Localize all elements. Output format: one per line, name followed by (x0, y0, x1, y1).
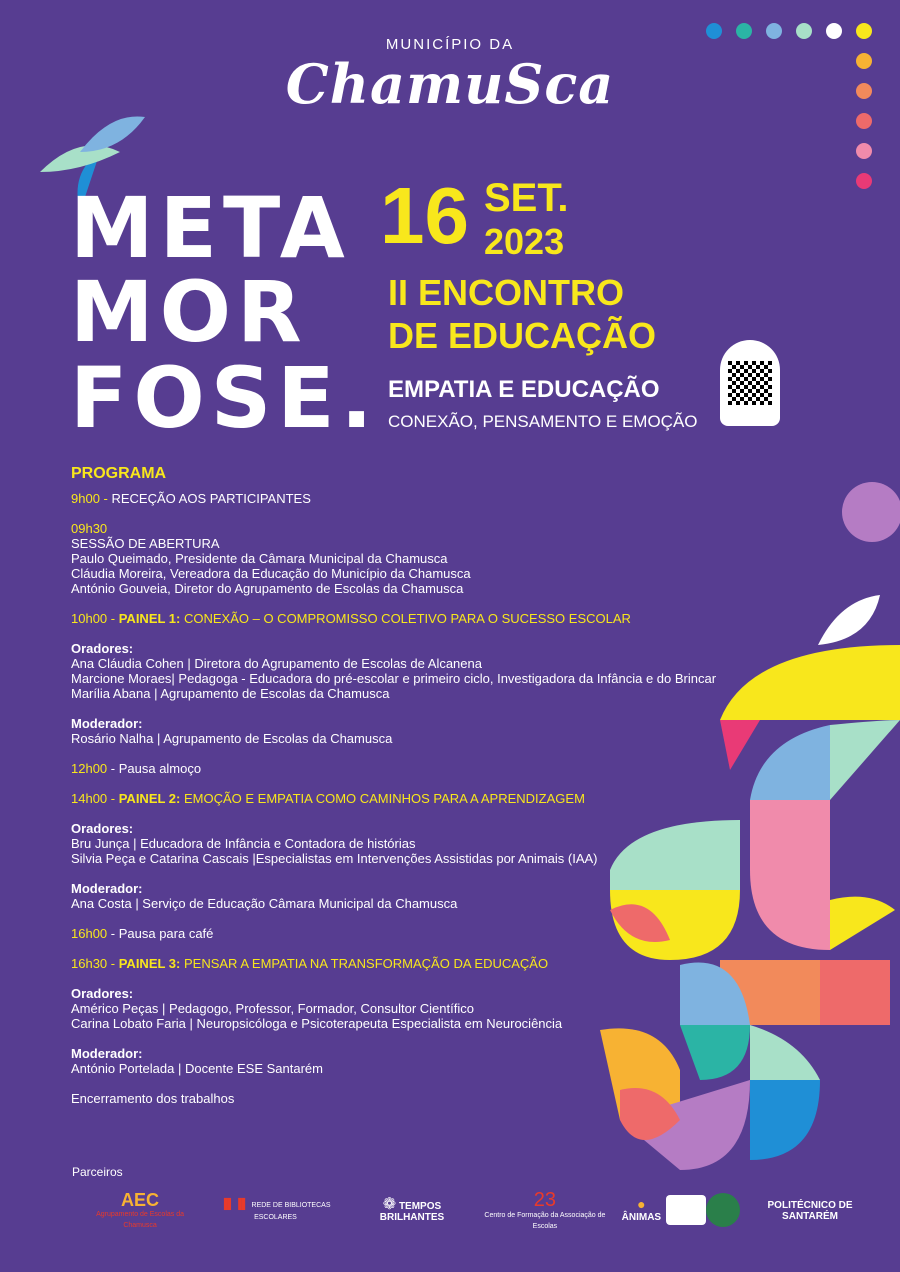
list-item: António Gouveia, Diretor do Agrupamento de Escolas da Chamusca (71, 581, 464, 596)
event-theme: EMPATIA E EDUCAÇÃO (388, 376, 660, 403)
panel-label: PAINEL 2: (118, 791, 181, 806)
qr-code-icon (720, 340, 780, 426)
list-item: Rosário Nalha | Agrupamento de Escolas da Chamusca (71, 731, 393, 746)
event-subtheme: CONEXÃO, PENSAMENTO E EMOÇÃO (388, 412, 698, 431)
panel-title: CONEXÃO – O COMPROMISSO COLETIVO PARA O SUCESSO ESCOLAR (180, 611, 631, 626)
list-item: Cláudia Moreira, Vereadora da Educação do Município da Chamusca (71, 566, 471, 581)
logo-cfae: 23 Centro de Formação da Associação de Escolas (484, 1189, 606, 1230)
title-fose: FOSE. (70, 349, 379, 447)
event-line2: DE EDUCAÇÃO (388, 315, 657, 356)
list-item: Américo Peças | Pedagogo, Professor, Formador, Consultor Científico (71, 1001, 474, 1016)
list-item: Bru Junça | Educadora de Infância e Contadora de histórias (71, 836, 416, 851)
sep: - (107, 611, 119, 626)
list-item: Paulo Queimado, Presidente da Câmara Municipal da Chamusca (71, 551, 448, 566)
sep: - (107, 791, 119, 806)
panel-title: EMOÇÃO E EMPATIA COMO CAMINHOS PARA A APRENDIZAGEM (180, 791, 585, 806)
programa-title: PROGRAMA (71, 465, 167, 482)
closing-text: Encerramento dos trabalhos (71, 1091, 235, 1106)
logo-tempos-brilhantes: ❁ TEMPOS BRILHANTES (379, 1196, 445, 1223)
time: 16h00 (71, 926, 108, 941)
panel-title: PENSAR A EMPATIA NA TRANSFORMAÇÃO DA EDUCAÇÃO (180, 956, 549, 971)
sep: - (99, 491, 112, 506)
sep: - (107, 956, 119, 971)
sep: - (107, 926, 119, 941)
item-text: Pausa almoço (118, 761, 202, 776)
title-mor: MOR (70, 263, 308, 361)
panel-label: PAINEL 3: (118, 956, 181, 971)
list-item: Silvia Peça e Catarina Cascais |Especialistas em Intervenções Assistidas por Animais (IAA) (71, 851, 598, 866)
logo-politecnico: POLITÉCNICO DE SANTARÉM (767, 1200, 853, 1222)
logo-rbe: ▐▌▐▌ REDE DE BIBLIOTECAS ESCOLARES (220, 1199, 331, 1221)
time: 9h00 (71, 491, 100, 506)
moderator-label: Moderador: (71, 1046, 143, 1061)
logo-aec: AEC Agrupamento de Escolas da Chamusca (96, 1190, 185, 1229)
sep: - (107, 761, 119, 776)
list-item: Marília Abana | Agrupamento de Escolas da Chamusca (71, 686, 390, 701)
panel-label: PAINEL 1: (118, 611, 181, 626)
title-meta: META (70, 179, 351, 277)
logo-animas: ● ÂNIMAS (621, 1196, 662, 1223)
item-text: Pausa para café (118, 926, 214, 941)
item-text: RECEÇÃO AOS PARTICIPANTES (111, 491, 311, 506)
date-day: 16 (380, 171, 469, 260)
municipio-logo: ChamuSca (285, 52, 615, 116)
speakers-label: Oradores: (71, 986, 134, 1001)
moderator-label: Moderador: (71, 716, 143, 731)
time: 12h00 (71, 761, 108, 776)
logo-associacao (666, 1195, 706, 1228)
speakers-label: Oradores: (71, 821, 134, 836)
date-month: SET. (484, 176, 569, 220)
time: 14h00 (71, 791, 108, 806)
municipio-label: MUNICÍPIO DA (385, 36, 515, 53)
list-item: António Portelada | Docente ESE Santarém (71, 1061, 323, 1076)
list-item: Ana Costa | Serviço de Educação Câmara Municipal da Chamusca (71, 896, 458, 911)
speakers-label: Oradores: (71, 641, 134, 656)
session-title: SESSÃO DE ABERTURA (71, 536, 220, 551)
event-line1: II ENCONTRO (388, 272, 625, 313)
birds-illustration-icon (600, 470, 900, 1170)
partners-logos (80, 1190, 880, 1232)
moderator-label: Moderador: (71, 881, 143, 896)
partners-label: Parceiros (72, 1165, 123, 1179)
date-year: 2023 (484, 221, 565, 262)
time: 10h00 (71, 611, 108, 626)
time: 16h30 (71, 956, 108, 971)
time: 09h30 (71, 521, 108, 536)
list-item: Carina Lobato Faria | Neuropsicóloga e Psicoterapeuta Especialista em Neurociência (71, 1016, 563, 1031)
list-item: Ana Cláudia Cohen | Diretora do Agrupamento de Escolas de Alcanena (71, 656, 482, 671)
logo-tree (706, 1193, 740, 1230)
list-item: Marcione Moraes| Pedagoga - Educadora do pré-escolar e primeiro ciclo, Investigadora da Infância e do Brincar (71, 671, 717, 686)
